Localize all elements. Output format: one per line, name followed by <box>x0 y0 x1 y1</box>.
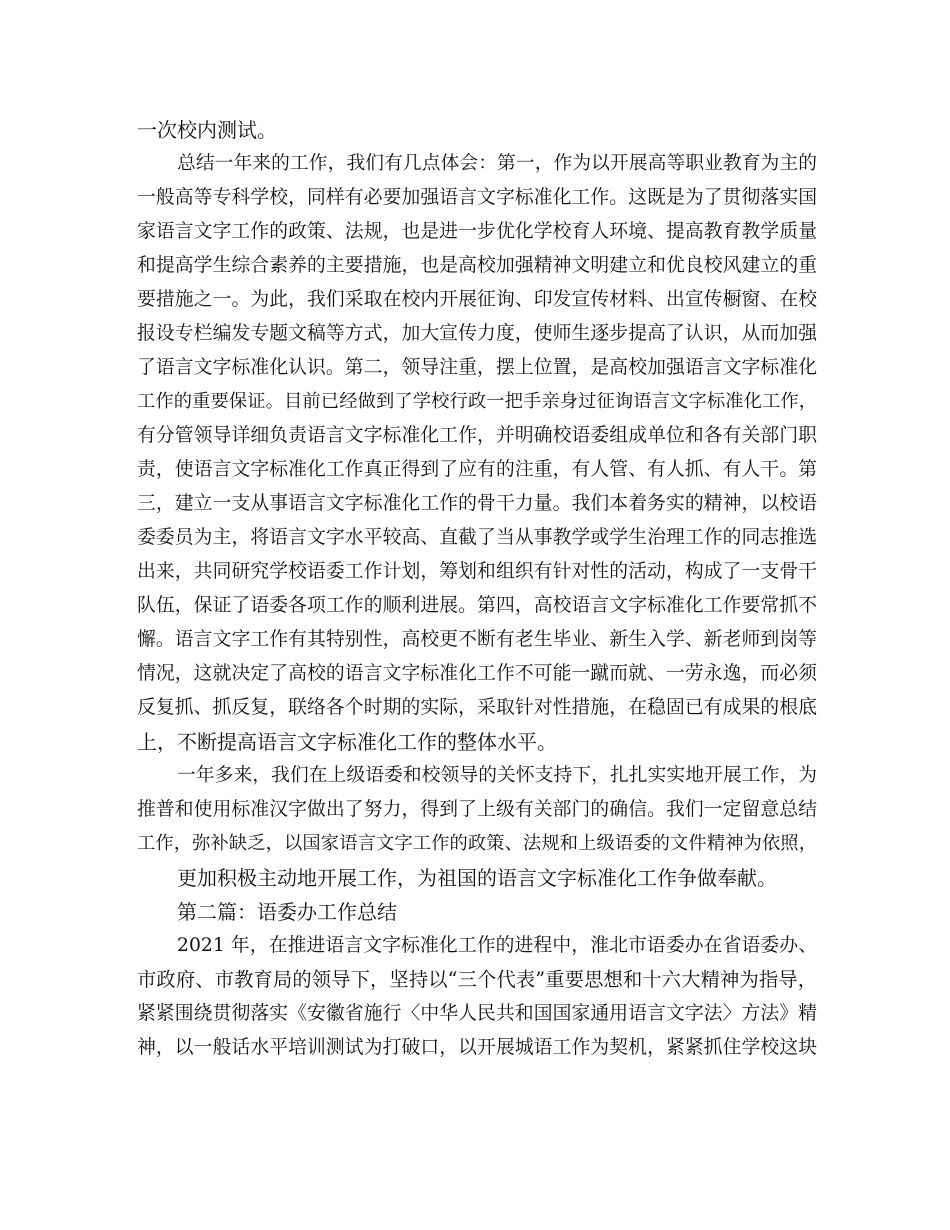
text-line: 工作，弥补缺乏，以国家语言文字工作的政策、法规和上级语委的文件精神为依照， <box>137 833 817 854</box>
text-line: 责，使语言文字标准化工作真正得到了应有的注重，有人管、有人抓、有人干。第 <box>137 459 817 480</box>
text-line: 总结一年来的工作，我们有几点体会：第一，作为以开展高等职业教育为主的 <box>177 153 817 174</box>
text-line: 第二篇：语委办工作总结 <box>177 900 397 924</box>
text-line: 一年多来，我们在上级语委和校领导的关怀支持下，扎扎实实地开展工作，为 <box>177 765 817 786</box>
text-line: 情况，这就决定了高校的语言文字标准化工作不可能一蹴而就、一劳永逸，而必须 <box>137 663 817 684</box>
text-line: 紧紧围绕贯彻落实《安徽省施行〈中华人民共和国国家通用语言文字法〉方法》精 <box>137 1003 817 1024</box>
text-line: 和提高学生综合素养的主要措施，也是高校加强精神文明建立和优良校风建立的重 <box>137 255 817 276</box>
text-line: 队伍，保证了语委各项工作的顺利进展。第四，高校语言文字标准化工作要常抓不 <box>137 595 817 616</box>
text-line: 工作的重要保证。目前已经做到了学校行政一把手亲身过征询语言文字标准化工作， <box>137 391 817 412</box>
text-line: 市政府、市教育局的领导下，坚持以“三个代表”重要思想和十六大精神为指导， <box>137 968 817 991</box>
text-line: 更加积极主动地开展工作，为祖国的语言文字标准化工作争做奉献。 <box>177 866 777 890</box>
text-line: 反复抓、抓反复，联络各个时期的实际，采取针对性措施，在稳固已有成果的根底 <box>137 697 817 718</box>
text-line: 了语言文字标准化认识。第二，领导注重，摆上位置，是高校加强语言文字标准化 <box>137 357 817 378</box>
text-line: 懈。语言文字工作有其特别性，高校更不断有老生毕业、新生入学、新老师到岗等 <box>137 629 817 650</box>
text-line: 2021 年，在推进语言文字标准化工作的进程中，淮北市语委办在省语委办、 <box>177 935 817 956</box>
text-line: 一般高等专科学校，同样有必要加强语言文字标准化工作。这既是为了贯彻落实国 <box>137 187 817 208</box>
text-line: 神，以一般话水平培训测试为打破口，以开展城语工作为契机，紧紧抓住学校这块 <box>137 1037 817 1058</box>
text-line: 上，不断提高语言文字标准化工作的整体水平。 <box>137 730 557 754</box>
text-line: 三，建立一支从事语言文字标准化工作的骨干力量。我们本着务实的精神，以校语 <box>137 493 817 514</box>
text-line: 一次校内测试。 <box>137 118 277 142</box>
text-line: 要措施之一。为此，我们采取在校内开展征询、印发宣传材料、出宣传橱窗、在校 <box>137 289 817 310</box>
document-body <box>137 113 817 1065</box>
text-line: 委委员为主，将语言文字水平较高、直截了当从事教学或学生治理工作的同志推选 <box>137 527 817 548</box>
text-line: 有分管领导详细负责语言文字标准化工作，并明确校语委组成单位和各有关部门职 <box>137 425 817 446</box>
text-line: 报设专栏编发专题文稿等方式，加大宣传力度，使师生逐步提高了认识，从而加强 <box>137 323 817 344</box>
text-line: 家语言文字工作的政策、法规，也是进一步优化学校育人环境、提高教育教学质量 <box>137 221 817 242</box>
text-line: 出来，共同研究学校语委工作计划，筹划和组织有针对性的活动，构成了一支骨干 <box>137 561 817 582</box>
text-line: 推普和使用标准汉字做出了努力，得到了上级有关部门的确信。我们一定留意总结 <box>137 799 817 820</box>
